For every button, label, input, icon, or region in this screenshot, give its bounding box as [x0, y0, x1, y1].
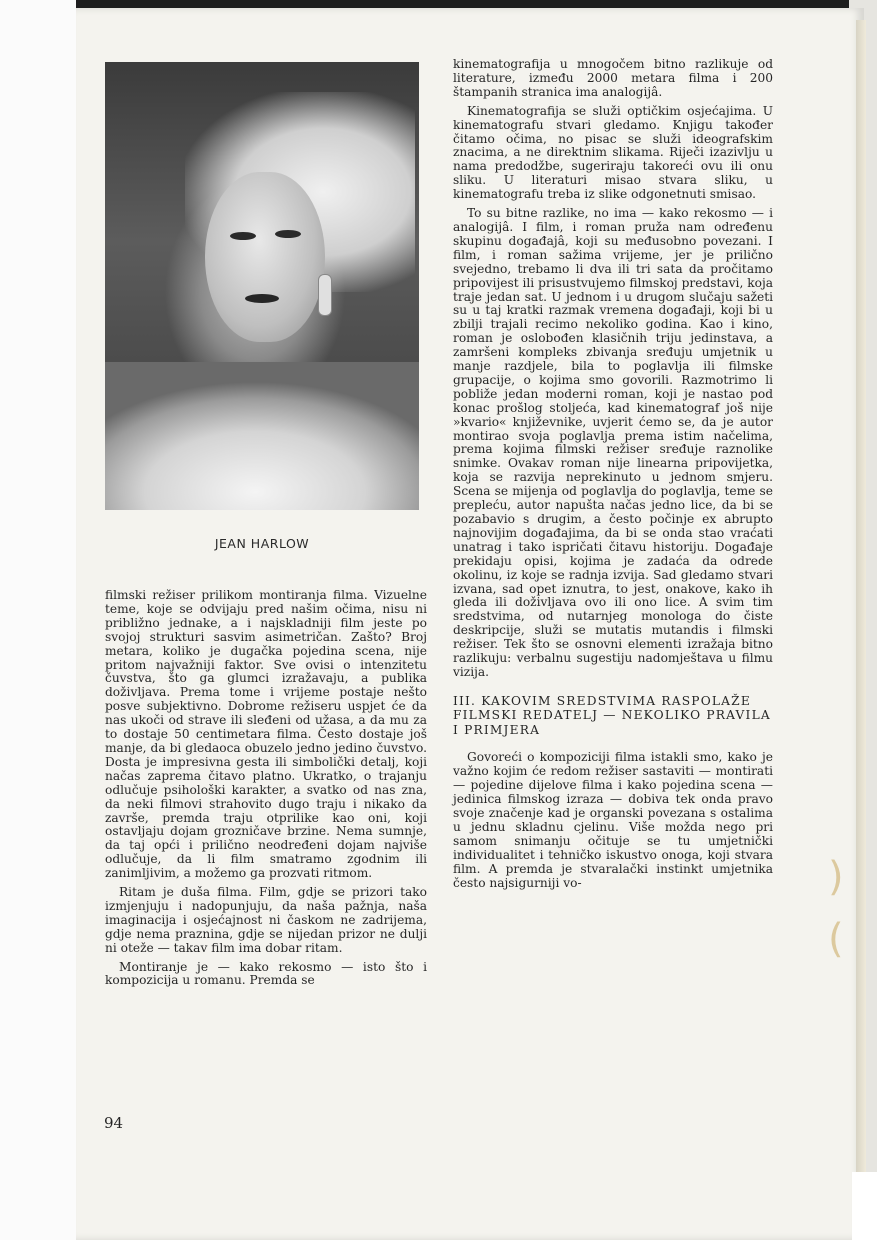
right-paragraph: To su bitne razlike, no ima — kako rekosmo — i analogijâ. I film, i roman pruža nam određenu skupinu događajâ, koji su međusobno povezani. I film, i roman sažima vrijeme, jer je prilično svejedno, trebamo li dva ili tri sata da pročitamo pripovijest ili prisustvujemo filmskoj predstavi, koja traje jedan sat. U jednom i u drugom slučaju sažeti su u taj kratki razmak vremena događaji, koji bi u zbilji trajali recimo nekoliko godina. Kao i kino, roman je oslobođen klasičnih triju jedinstava, a zamršeni kompleks zbivanja sređuju umjetnik u manje razdjele, bila to poglavlja ili filmske grupacije, o kojima smo govorili. Razmotrimo li pobliže jedan moderni roman, koji je nastao pod konac prošlog stoljeća, kad kinematograf još nije »kvario« književnike, uvjerit ćemo se, da je autor montirao svoja poglavlja prema istim načelima, prema kojima filmski režiser sređuje raznolike snimke. Ovakav roman nije linearna pripovijetka, koja se razvija neprekinuto u jednom smjeru. Scena se mijenja od poglavlja do poglavlja, teme se prepleću, autor napušta načas jedno lice, da bi se pozabavio s drugim, a često počinje ex abrupto najnovijim događajima, da bi se onda stao vraćati unatrag i tako ispričati čitavu historiju. Događaje prekidaju opisi, kojima je zadaća da odrede okolinu, iz koje se radnja izvija. Sad gledamo stvari izvana, sad opet iznutra, to jest, onakove, kako ih gleda ili doživljava ovo ili ono lice. A svim tim sredstvima, od nutarnjeg monologa do čiste deskripcije, služi se mutatis mutandis i filmski režiser. Tek što se osnovni elementi izražaja bitno razlikuju: verbalnu sugestiju nadomještava u filmu vizija. — [453, 206, 773, 679]
photo-mouth — [245, 294, 279, 303]
right-paragraph: Govoreći o kompoziciji filma istakli smo, kako je važno kojim će redom režiser sastaviti — montirati — pojedine dijelove filma i kako pojedina scena — jedinica filmskog izraza — dobiva tek onda pravo svoje značenje kad je organski povezana s ostalima u jednu skladnu cjelinu. Više možda nego pri samom snimanju očituje se tu umjetnički individualitet i tehničko iskustvo onoga, koji stvara film. A premda je stvaralački instinkt umjetnika često najsigurniji vo- — [453, 750, 773, 890]
photo-face — [205, 172, 325, 342]
photo-right-eye — [275, 230, 301, 238]
section-heading: III. KAKOVIM SREDSTVIMA RASPOLAŽE FILMSKI REDATELJ — NEKOLIKO PRAVILA I PRIMJERA — [453, 693, 771, 737]
right-paragraph: kinematografija u mnogočem bitno razlikuje od literature, između 2000 metara filma i 200 štampanih stranica ima analogijâ. — [453, 57, 773, 99]
photo-left-eye — [230, 232, 256, 240]
spine-stain-mark: )( — [828, 854, 844, 962]
right-column — [453, 58, 773, 895]
left-paragraph: Montiranje je — kako rekosmo — isto što i kompozicija u romanu. Premda se — [105, 959, 427, 988]
scan-left-margin — [0, 0, 76, 1240]
scan-corner — [852, 1172, 877, 1240]
left-paragraph: Ritam je duša filma. Film, gdje se prizori tako izmjenjuju i nadopunjuju, da naša pažnja, naša imaginacija i osjećajnost ni časkom ne zadrijema, gdje nema praznina, gdje se nijedan prizor ne dulji ni oteže — takav film ima dobar ritam. — [105, 885, 427, 955]
portrait-photo — [105, 62, 419, 510]
photo-shoulders — [105, 362, 419, 510]
right-paragraph: Kinematografija se služi optičkim osjećajima. U kinematografu stvari gledamo. Knjigu također čitamo očima, no pisac se služi ideografskim znacima, a ne direktnim slikama. Riječi izazivlju u nama predodžbe, sugeriraju takoreći ovu ili onu sliku. U literaturi misao stvara sliku, u kinematografu treba iz slike odgonetnuti smisao. — [453, 103, 773, 202]
page-number: 94 — [104, 1114, 124, 1132]
left-paragraph: filmski režiser prilikom montiranja filma. Vizuelne teme, koje se odvijaju pred našim očima, nisu ni približno jednake, a i najskladniji film jeste po svojoj strukturi sasvim asimetričan. Zašto? Broj metara, koliko je dugačka pojedina scena, nije pritom najvažniji faktor. Sve ovisi o intenzitetu čuvstva, što ga glumci izražavaju, a publika doživljava. Prema tome i vrijeme postaje nešto posve subjektivno. Dobrome režiseru uspjet će da nas ukoči od strave ili sleđeni od užasa, a da mu za to dostaje 50 centimetara filma. Često dostaje još manje, da bi gledaoca obuzelo jedno jedino čuvstvo. Dosta je impresivna gesta ili simbolički detalj, koji načas zaprema čitavo platno. Ukratko, o trajanju odlučuje psihološki karakter, a svatko od nas zna, da neki filmovi strahovito dugo traju i nikako da završe, premda traju otprilike kao oni, koji ostavljaju dojam grozničave brzine. Nema sumnje, da taj opći i prilično neodređeni dojam najviše odlučuje, da li film smatramo zgodnim ili zanimljivim, a možemo ga prozvati ritmom. — [105, 588, 427, 881]
photo-earring — [318, 274, 332, 316]
photo-caption: JEAN HARLOW — [214, 536, 310, 551]
page-spine-edge — [856, 20, 866, 1180]
left-column — [105, 589, 427, 993]
